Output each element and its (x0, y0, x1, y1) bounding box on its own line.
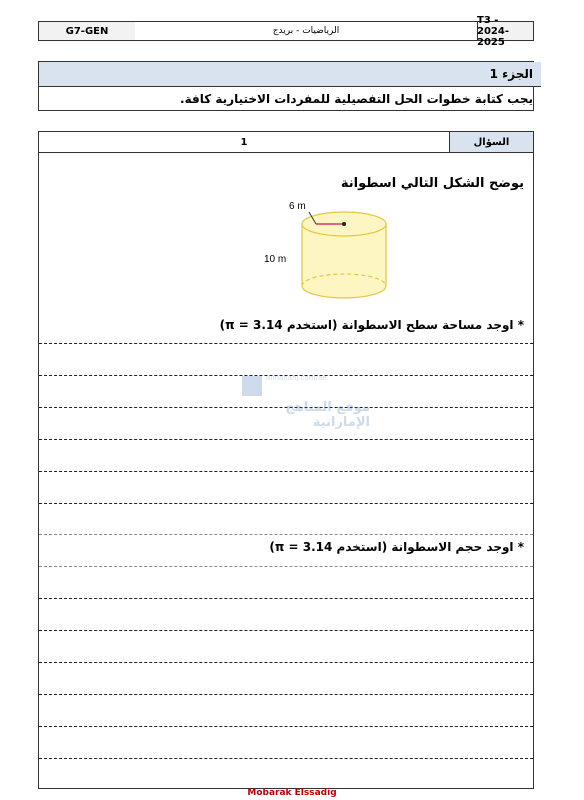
question-part-a: * اوجد مساحة سطح الاسطوانة (استخدم 3.14 = π) (219, 318, 524, 332)
answer-line (39, 598, 533, 599)
part-box (38, 61, 534, 111)
watermark-logo-icon (242, 376, 262, 396)
radius-label: 6 m (289, 201, 306, 212)
question-header (39, 132, 533, 153)
header-strip (38, 14, 534, 48)
answer-line (39, 662, 533, 663)
answer-line (39, 566, 533, 567)
watermark-site: almanahj.com/ae (266, 374, 327, 382)
question-number: 1 (39, 132, 450, 152)
section-divider (39, 534, 533, 535)
answer-line (39, 343, 533, 344)
question-part-b: * اوجد حجم الاسطوانة (استخدم 3.14 = π) (269, 540, 524, 554)
grade-label: G7-GEN (39, 22, 136, 40)
answer-line (39, 726, 533, 727)
footer-author: Mobarak Elssadig (247, 788, 337, 798)
answer-line (39, 439, 533, 440)
question-box (38, 131, 534, 789)
center-point (342, 222, 346, 226)
answer-line (39, 471, 533, 472)
answer-line (39, 758, 533, 759)
question-label: السؤال (450, 132, 533, 152)
answer-line (39, 694, 533, 695)
watermark (230, 370, 370, 430)
question-intro: يوضح الشكل التالي اسطوانة (340, 176, 524, 191)
part-title: الجزء 1 (39, 62, 541, 87)
watermark-name: موقع المناهج الإماراتية (285, 400, 370, 430)
height-label: 10 m (264, 254, 287, 265)
answer-line (39, 630, 533, 631)
answer-line (39, 503, 533, 504)
part-instruction: يجب كتابة خطوات الحل التفصيلية للمفردات الاختيارية كافة. (180, 92, 533, 106)
cylinder-figure (254, 194, 394, 312)
term-label: T3 - 2024-2025 (477, 14, 509, 48)
subject-label: الرياضيات - بريدج (135, 22, 478, 40)
